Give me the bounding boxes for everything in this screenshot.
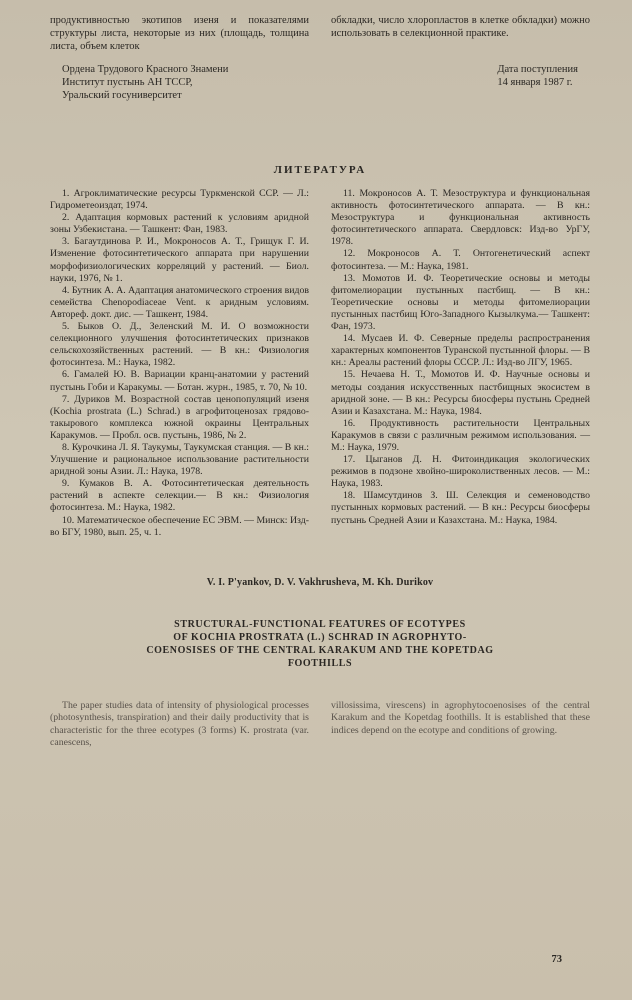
english-title: [50, 618, 590, 670]
reference-item: 12. Мокроносов А. Т. Онтогенетический аспект фотосинтеза. — М.: Наука, 1981.: [331, 248, 590, 272]
english-abstract: [50, 700, 590, 750]
english-authors: V. I. P'yankov, D. V. Vakhrusheva, M. Kh. Durikov: [206, 576, 434, 588]
reference-item: 5. Быков О. Д., Зеленский М. И. О возможности селекционного улучшения фотосинтетических признаков сельскохозяйственных растений. — В кн.: Физиология фотосинтеза. М.: Наука, 1982.: [50, 321, 309, 369]
reference-item: 1. Агроклиматические ресурсы Туркменской ССР. — Л.: Гидрометеоиздат, 1974.: [50, 188, 309, 212]
abstract-right: villosissima, virescens) in agrophytocoenosises of the central Karakum and the Kopetdag foothills. It is established that these indices depend on the ecotype and conditions of growing.: [331, 699, 590, 736]
reference-item: 14. Мусаев И. Ф. Северные пределы распространения характерных компонентов Туранской пустынной флоры. — В кн.: Ареалы растений флоры СССР. Л.: Изд-во ЛГУ, 1965.: [331, 333, 590, 369]
english-title-line: COENOSISES OF THE CENTRAL KARAKUM AND THE KOPETDAG: [146, 644, 494, 656]
reference-item: 13. Момотов И. Ф. Теоретические основы и методы фитомелиорации пустынных пастбищ. — В кн.: Теоретические основы и методы фитомелиорации пустынных пастбищ Юго-Западного Кызылкума.— Ташкент: Фан, 1973.: [331, 272, 590, 333]
affiliation-line: Ордена Трудового Красного Знамени: [62, 64, 229, 75]
english-title-line: STRUCTURAL-FUNCTIONAL FEATURES OF ECOTYPES: [174, 618, 466, 630]
references-right-column: [331, 188, 590, 539]
reference-item: 8. Курочкина Л. Я. Таукумы, Таукумская станция. — В кн.: Улучшение и рациональное использование растительности аридной зоны Азии. Л.: Наука, 1978.: [50, 441, 309, 478]
references: [50, 188, 590, 539]
reference-item: 4. Бутник А. А. Адаптация анатомического строения видов семейства Chenopodiaceae Vent. к аридным условиям. Автореф. докт. дис. — Ташкент, 1984.: [50, 284, 309, 320]
reference-item: 16. Продуктивность растительности Центральных Каракумов в связи с различным режимом использования. — М.: Наука, 1979.: [331, 417, 590, 453]
reference-item: 6. Гамалей Ю. В. Вариации кранц-анатомии у растений пустынь Гоби и Каракумы. — Ботан. журн., 1985, т. 70, № 10.: [50, 369, 309, 393]
abstract-left: The paper studies data of intensity of physiological processes (photosynthesis, transpiration) and their daily productivity that is characteristic for the three ecotypes (3 forms) K. prostrata (var. canescens,: [50, 699, 309, 749]
reference-item: 18. Шамсутдинов З. Ш. Селекция и семеноводство пустынных кормовых растений. — В кн.: Ресурсы биосферы пустынь Средней Азии и Казахстана. М.: Наука, 1984.: [331, 490, 590, 526]
top-text-left: продуктивностью экотипов изеня и показателями структуры листа, некоторые из них (площадь, толщина листа, объем клеток: [50, 15, 309, 52]
page-number: 73: [551, 954, 562, 965]
received-value: 14 января 1987 г.: [497, 77, 573, 88]
reference-item: 11. Мокроносов А. Т. Мезоструктура и функциональная активность фотосинтетического аппарата. — В кн.: Мезоструктура и функциональная активность фотосинтетического аппарата. Свердловск: Изд-во УрГУ, 1978.: [331, 188, 590, 248]
reference-item: 17. Цыганов Д. Н. Фитоиндикация экологических режимов в подзоне хвойно-широколиственных лесов. — М.: Наука, 1983.: [331, 454, 590, 490]
affiliation: [50, 63, 228, 102]
top-text-right: обкладки, число хлоропластов в клетке обкладки) можно использовать в селекционной практике.: [331, 15, 590, 39]
reference-item: 9. Кумаков В. А. Фотосинтетическая деятельность растений в аспекте селекции.— В кн.: Физиология фотосинтеза. М.: Наука, 1982.: [50, 478, 309, 514]
affiliation-line: Институт пустынь АН ТССР,: [62, 77, 193, 88]
top-continuation: [50, 14, 590, 53]
affiliation-line: Уральский госуниверситет: [62, 90, 182, 101]
reference-item: 10. Математическое обеспечение ЕС ЭВМ. — Минск: Изд-во БГУ, 1980, вып. 25, ч. 1.: [50, 514, 309, 538]
reference-item: 15. Нечаева Н. Т., Момотов И. Ф. Научные основы и методы создания искусственных пастбищных экосистем в аридной зоне. — В кн.: Ресурсы биосферы пустынь Средней Азии и Казахстана. М.: Наука, 1984.: [331, 369, 590, 417]
english-title-line: OF KOCHIA PROSTRATA (L.) SCHRAD IN AGROPHYTO-: [173, 631, 467, 643]
reference-item: 7. Дуриков М. Возрастной состав ценопопуляций изеня (Kochia prostrata (L.) Schrad.) в агрофитоценозах грядово-такырового комплекса южной окраины Центральных Каракумов. — Пробл. осв. пустынь, 1986, № 2.: [50, 393, 309, 441]
reference-item: 2. Адаптация кормовых растений к условиям аридной зоны Узбекистана. — Ташкент: Фан, 1983.: [50, 212, 309, 236]
received-date: [497, 63, 590, 102]
reference-item: 3. Багаутдинова Р. И., Мокроносов А. Т., Грищук Г. И. Изменение фотосинтетического аппарата при нарушении морфофизиологических корреляций у растений. — Биол. науки, 1976, № 1.: [50, 236, 309, 284]
received-label: Дата поступления: [497, 64, 578, 75]
affiliation-row: [50, 63, 590, 102]
literature-heading: ЛИТЕРАТУРА: [273, 164, 367, 176]
references-left-column: [50, 188, 309, 539]
english-title-line: FOOTHILLS: [287, 657, 353, 669]
